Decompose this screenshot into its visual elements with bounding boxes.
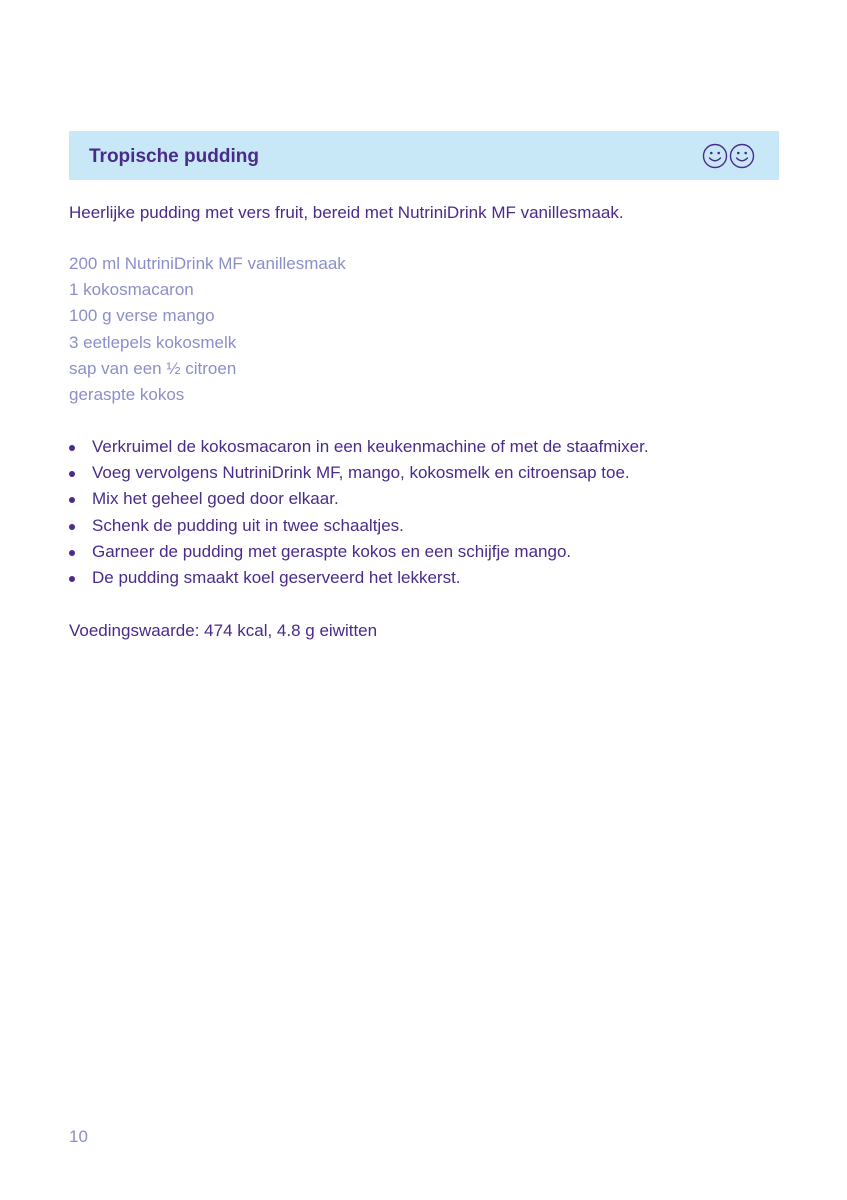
step-item (69, 486, 649, 512)
recipe-title: Tropische pudding (89, 146, 259, 167)
step-item (69, 513, 649, 539)
bullet-icon (69, 524, 75, 530)
step-text: Verkruimel de kokosmacaron in een keukenmachine of met de staafmixer. (92, 437, 649, 456)
smiley-icon (702, 143, 728, 169)
preparation-steps (69, 434, 649, 591)
ingredient-item: 200 ml NutriniDrink MF vanillesmaak (69, 254, 346, 273)
step-text: Voeg vervolgens NutriniDrink MF, mango, kokosmelk en citroensap toe. (92, 463, 630, 483)
step-text: De pudding smaakt koel geserveerd het lekkerst. (92, 568, 461, 588)
ingredient-list (69, 251, 346, 408)
step-item (69, 539, 649, 565)
step-item (69, 565, 649, 591)
bullet-icon (69, 550, 75, 556)
ingredient-item: geraspte kokos (69, 385, 185, 405)
step-item (69, 460, 649, 486)
bullet-icon (69, 576, 75, 582)
page-number: 10 (69, 1127, 88, 1146)
difficulty-rating (702, 143, 755, 169)
nutrition-info: Voedingswaarde: 474 kcal, 4.8 g eiwitten (69, 621, 378, 640)
recipe-title-bar (69, 131, 779, 180)
bullet-icon (69, 471, 75, 477)
bullet-icon (69, 445, 75, 451)
step-text: Garneer de pudding met geraspte kokos en een schijfje mango. (92, 541, 572, 561)
smiley-icon (729, 143, 755, 169)
step-item (69, 434, 649, 460)
ingredient-item: 1 kokosmacaron (69, 280, 194, 300)
bullet-icon (69, 497, 75, 503)
recipe-intro: Heerlijke pudding met vers fruit, bereid met NutriniDrink MF vanillesmaak. (69, 203, 624, 222)
ingredient-item: 3 eetlepels kokosmelk (69, 332, 237, 352)
ingredient-item: sap van een ½ citroen (69, 358, 237, 378)
step-text: Schenk de pudding uit in twee schaaltjes. (92, 515, 404, 535)
step-text: Mix het geheel goed door elkaar. (92, 489, 339, 509)
ingredient-item: 100 g verse mango (69, 306, 215, 326)
